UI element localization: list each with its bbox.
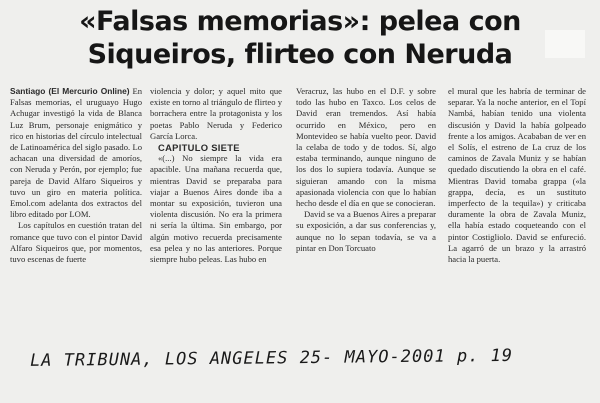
column-1-paragraph-2: Los capítulos en cuestión tratan del romance que tuvo con el pintor David Alfaro Siqueiros que, por momentos, tuvo escenas de fuerte	[10, 220, 142, 265]
column-2-paragraph-2: «(...) No siempre la vida era apacible. Una mañana recuerda que, mientras David se preparaba para viajar a Buenos Aires donde iba a montar su exposición, tuvieron una violenta discusión. No era la primera ni sería la última. Sin embargo, por algún motivo recuerda precisamente esa pelea y no las anteriores. Porque siempre hubo peleas. Las hubo en	[150, 153, 282, 265]
column-3-paragraph-2: David se va a Buenos Aires a preparar su exposición, a dar sus conferencias y, aunque no lo sepan todavía, se va a pintar en Don Torcuato	[296, 209, 436, 253]
intro-text: En Falsas memorias, el uruguayo Hugo Achugar investigó la vida de Blanca Luz Brum, personaje enigmático y rico en historias del círculo intelectual de Latinoamérica del siglo pasado. Lo achacan una diversidad de amoríos, con Neruda y Perón, por ejemplo; fue pareja de David Alfaro Siqueiros y tuvo un giro en materia política. Emol.com adelanta dos extractos del libro editado por LOM.	[10, 86, 142, 220]
article-column-1	[10, 86, 142, 265]
paper-tape-patch	[545, 30, 585, 58]
headline-line-2: Siqueiros, flirteo con Neruda	[87, 39, 513, 70]
column-4-paragraph-1: el mural que les habría de terminar de separar. Ya la noche anterior, en el Topí Nambá, habían tenido una violenta discusión y David la había golpeado frente a los amigos. Acababan de ver en el Solís, el estreno de La cruz de los caminos de Zavala Muniz y se habían quedado discutiendo la obra en el café. Mientras David tomaba grappa («la grappa, decía, es un sustituto imperfecto de la tequila») y criticaba duramente la obra de Zavala Muniz, ella había estado coqueteando con el pintor Costigliolo. David se enfureció. La agarró de un brazo y la arrastró hacia la puerta.	[448, 86, 586, 265]
article-column-3	[296, 86, 436, 254]
column-2-paragraph-1: violencia y dolor; y aquel mito que existe en torno al triángulo de flirteo y borrachera entre la protagonista y los poetas Pablo Neruda y Federico García Lorca.	[150, 86, 282, 141]
handwritten-source-note: LA TRIBUNA, LOS ANGELES 25- MAYO-2001 p. 19	[29, 345, 514, 371]
article-column-4	[448, 86, 586, 265]
headline-line-1: «Falsas memorias»: pelea con	[79, 6, 521, 37]
article-column-2	[150, 86, 282, 265]
column-3-paragraph-1: Veracruz, las hubo en el D.F. y sobre todo las hubo en Taxco. Los celos de David eran tremendos. Así había ocurrido en México, pero en Montevideo se había vuelto peor. David la celaba de todo y de todos. Sí, algo estaba terminando, aunque ninguno de los dos lo supiera todavía. Aunque se siguieran amando con la misma apasionada violencia con que lo habían hecho desde el día en que se conocieran.	[296, 86, 436, 209]
dateline: Santiago (El Mercurio Online)	[10, 86, 130, 96]
column-1-paragraph-1	[10, 86, 142, 220]
chapter-subhead: CAPITULO SIETE	[158, 142, 240, 154]
